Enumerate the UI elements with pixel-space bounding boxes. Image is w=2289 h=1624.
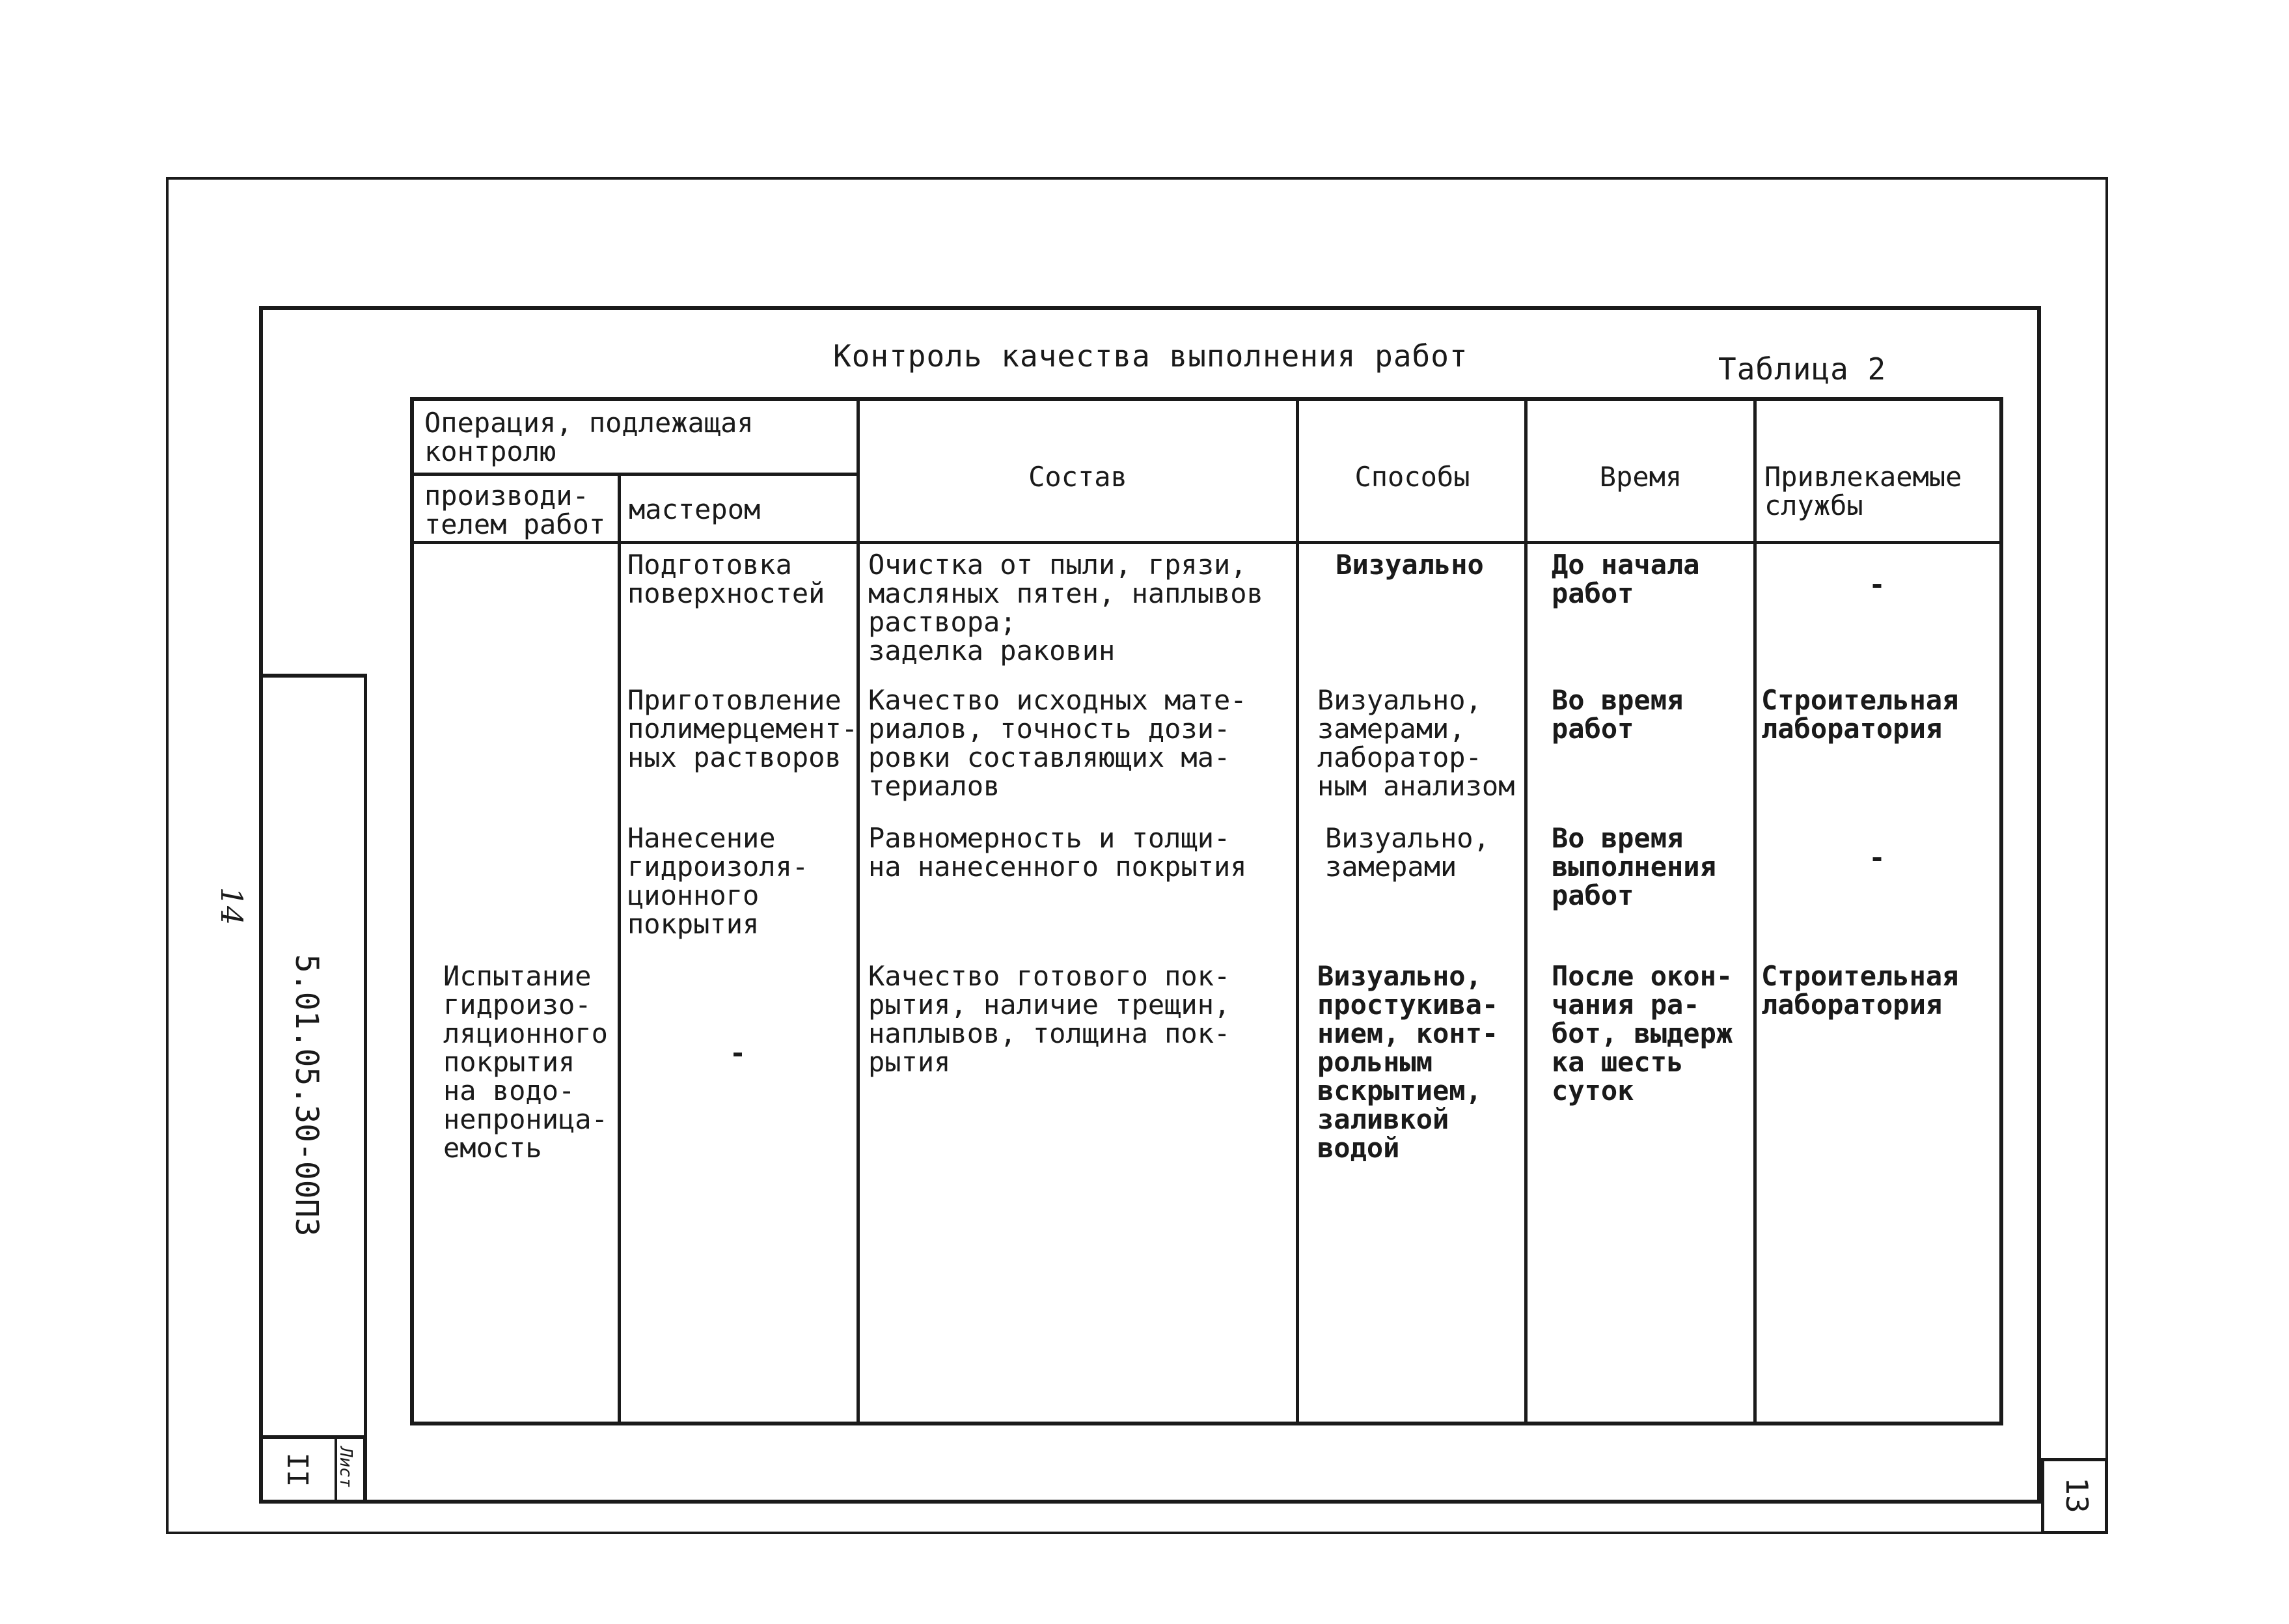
row4-master: -	[729, 1037, 747, 1069]
table-number: Таблица 2	[1718, 351, 1887, 387]
col-divider-2	[857, 401, 860, 1424]
row4-services: Строительная лаборатория	[1761, 960, 1959, 1021]
row1-methods: Визуально	[1336, 549, 1484, 581]
row3-time: Во время выполнения работ	[1552, 822, 1716, 911]
col-divider-5	[1753, 401, 1757, 1424]
page-number: 13	[2059, 1477, 2094, 1513]
col-divider-4	[1524, 401, 1528, 1424]
header-producer: производи- телем работ	[424, 480, 606, 540]
row2-master: Приготовление полимерцемент- ных растворов	[627, 684, 858, 773]
side-stamp	[259, 674, 367, 1504]
header-subline	[414, 473, 860, 476]
row2-time: Во время работ	[1552, 684, 1684, 745]
row3-methods: Визуально, замерами	[1325, 822, 1490, 883]
row4-composition: Качество готового пок- рытия, наличие трещин, наплывов, толщина пок- рытия	[868, 960, 1231, 1078]
header-methods: Способы	[1354, 461, 1470, 493]
row4-methods: Визуально, простукива- нием, конт- рольным вскрытием, заливкой водой	[1317, 960, 1499, 1164]
sheet-label: Лист	[336, 1447, 355, 1488]
row1-composition: Очистка от пыли, грязи, масляных пятен, наплывов раствора; заделка раковин	[868, 549, 1263, 667]
row4-time: После окон- чания ра- бот, выдерж ка шесть суток	[1552, 960, 1733, 1107]
row3-composition: Равномерность и толщи- на нанесенного покрытия	[868, 822, 1247, 883]
doc-code: 5.01.05.30-00ПЗ	[288, 954, 325, 1237]
header-master: мастером	[629, 493, 761, 525]
header-operation-group: Операция, подлежащая контролю	[424, 407, 754, 467]
row4-producer: Испытание гидроизо- ляционного покрытия на водо- непроница- емость	[443, 960, 608, 1164]
row1-master: Подготовка поверхностей	[627, 549, 825, 609]
row2-composition: Качество исходных мате- риалов, точность дози- ровки составляющих ма- териалов	[868, 684, 1247, 802]
side-page-number: 14	[214, 887, 249, 926]
header-services: Привлекаемые службы	[1764, 461, 1962, 521]
row2-methods: Визуально, замерами, лаборатор- ным анализом	[1317, 684, 1515, 802]
page-number-box	[2041, 1458, 2108, 1534]
quality-control-table	[410, 397, 2003, 1425]
row3-master: Нанесение гидроизоля- ционного покрытия	[627, 822, 809, 940]
col-divider-1	[618, 473, 621, 1424]
row1-time: До начала работ	[1552, 549, 1700, 609]
header-composition: Состав	[1028, 461, 1127, 493]
sheet-box	[259, 1435, 367, 1504]
sheet-value: II	[281, 1452, 314, 1487]
header-bottom-line	[414, 541, 1999, 544]
row1-services: -	[1869, 568, 1885, 600]
row2-services: Строительная лаборатория	[1761, 684, 1959, 745]
row3-services: -	[1869, 842, 1885, 874]
header-time: Время	[1599, 461, 1682, 493]
page-title: Контроль качества выполнения работ	[833, 338, 1468, 374]
